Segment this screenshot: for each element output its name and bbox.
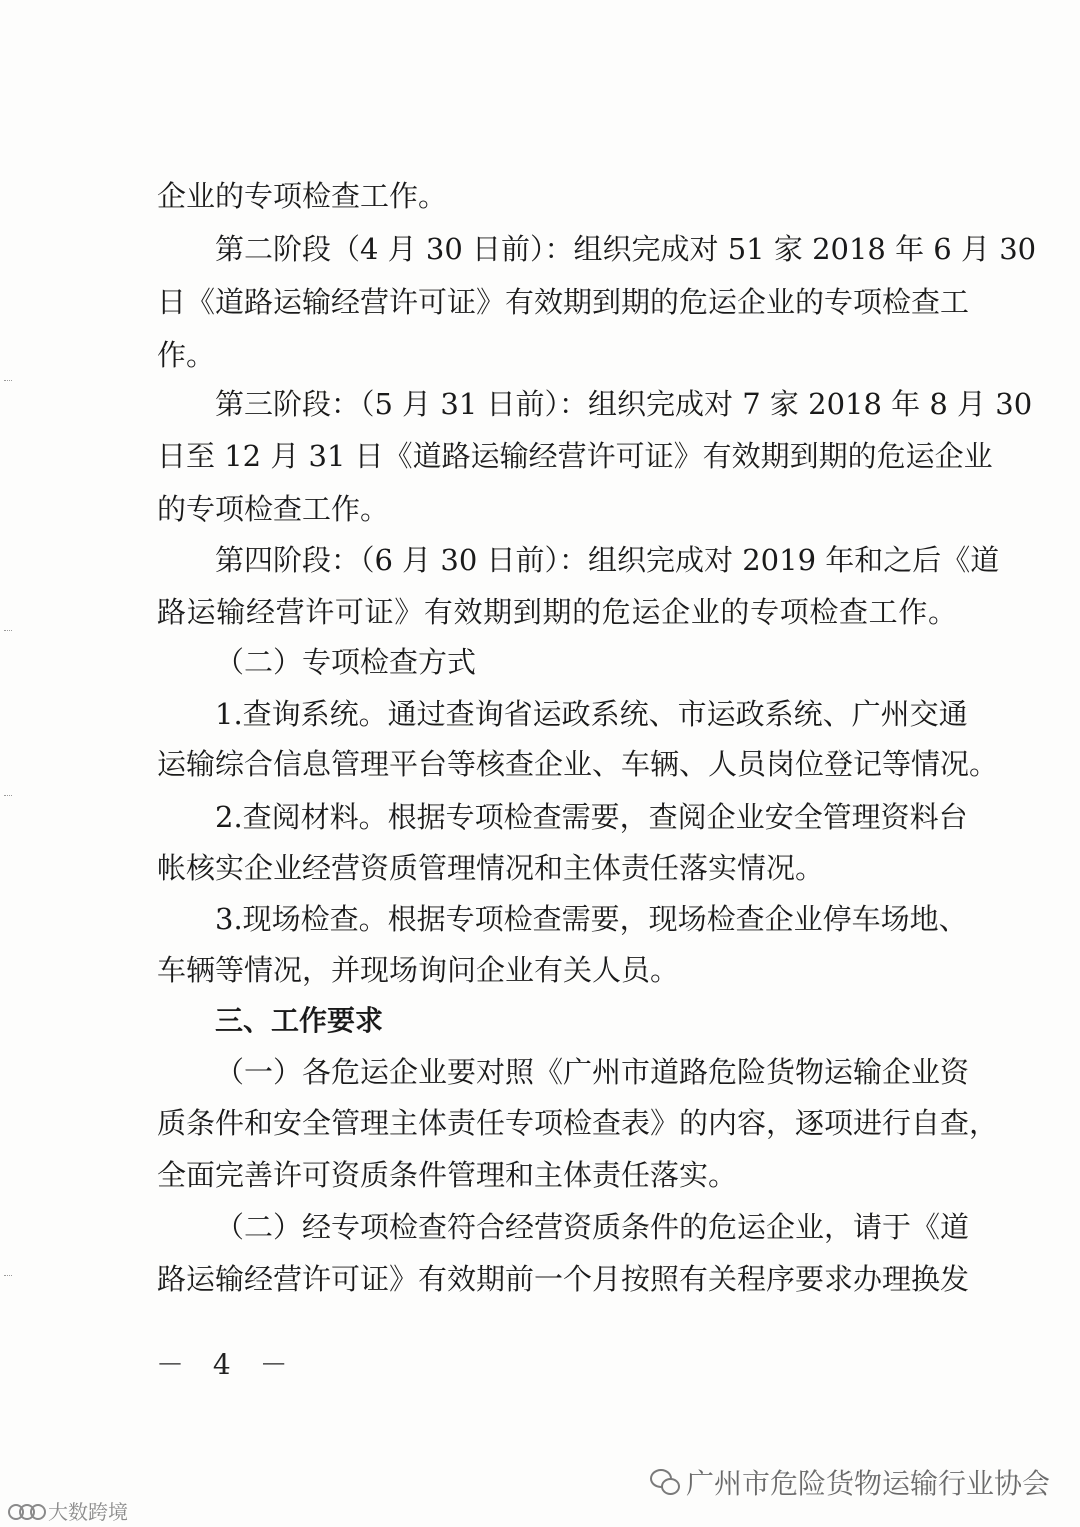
text-line: 第二阶段（4 月 30 日前）：组织完成对 51 家 2018 年 6 月 30 (215, 232, 1037, 266)
margin-mark (4, 795, 12, 799)
page-number: － 4 － (156, 1348, 298, 1381)
text-line: 作。 (157, 338, 216, 372)
wechat-account-watermark (650, 1462, 1050, 1502)
text-line: 2.查阅材料。根据专项检查需要，查阅企业安全管理资料台 (215, 800, 968, 834)
section-subheading: （二）专项检查方式 (215, 645, 477, 679)
text-line: 第三阶段：（5 月 31 日前）：组织完成对 7 家 2018 年 8 月 30 (215, 387, 1033, 421)
text-line: 日《道路运输经营许可证》有效期到期的危运企业的专项检查工 (157, 285, 970, 319)
text-line: （一）各危运企业要对照《广州市道路危险货物运输企业资 (215, 1055, 970, 1089)
wechat-account-name: 广州市危险货物运输行业协会 (685, 1467, 1050, 1500)
text-line: 运输综合信息管理平台等核查企业、车辆、人员岗位登记等情况。 (157, 747, 999, 781)
text-line: 全面完善许可资质条件管理和主体责任落实。 (157, 1158, 738, 1192)
text-line: 的专项检查工作。 (157, 492, 390, 526)
text-line: 路运输经营许可证》有效期前一个月按照有关程序要求办理换发 (157, 1262, 970, 1296)
text-line: 车辆等情况，并现场询问企业有关人员。 (157, 953, 680, 987)
text-line: 企业的专项检查工作。 (157, 179, 448, 213)
margin-mark (4, 380, 12, 384)
margin-mark (4, 1275, 12, 1279)
margin-mark (4, 630, 12, 634)
wechat-icon (650, 1469, 680, 1495)
text-line: 帐核实企业经营资质管理情况和主体责任落实情况。 (157, 851, 825, 885)
text-line: 1.查询系统。通过查询省运政系统、市运政系统、广州交通 (215, 697, 968, 731)
text-line: 第四阶段：（6 月 30 日前）：组织完成对 2019 年和之后《道 (215, 543, 1000, 577)
text-line: 3.现场检查。根据专项检查需要，现场检查企业停车场地、 (215, 902, 968, 936)
corner-logo-text: 大数跨境 (48, 1500, 128, 1524)
text-line: 质条件和安全管理主体责任专项检查表》的内容，逐项进行自查， (157, 1106, 999, 1140)
corner-logo-watermark (8, 1496, 128, 1525)
text-line: 路运输经营许可证》有效期到期的危运企业的专项检查工作。 (157, 595, 957, 629)
text-line: 日至 12 月 31 日《道路运输经营许可证》有效期到期的危运企业 (157, 439, 993, 473)
section-heading: 三、工作要求 (215, 1004, 384, 1037)
text-line: （二）经专项检查符合经营资质条件的危运企业，请于《道 (215, 1210, 970, 1244)
logo-icon (8, 1502, 44, 1520)
